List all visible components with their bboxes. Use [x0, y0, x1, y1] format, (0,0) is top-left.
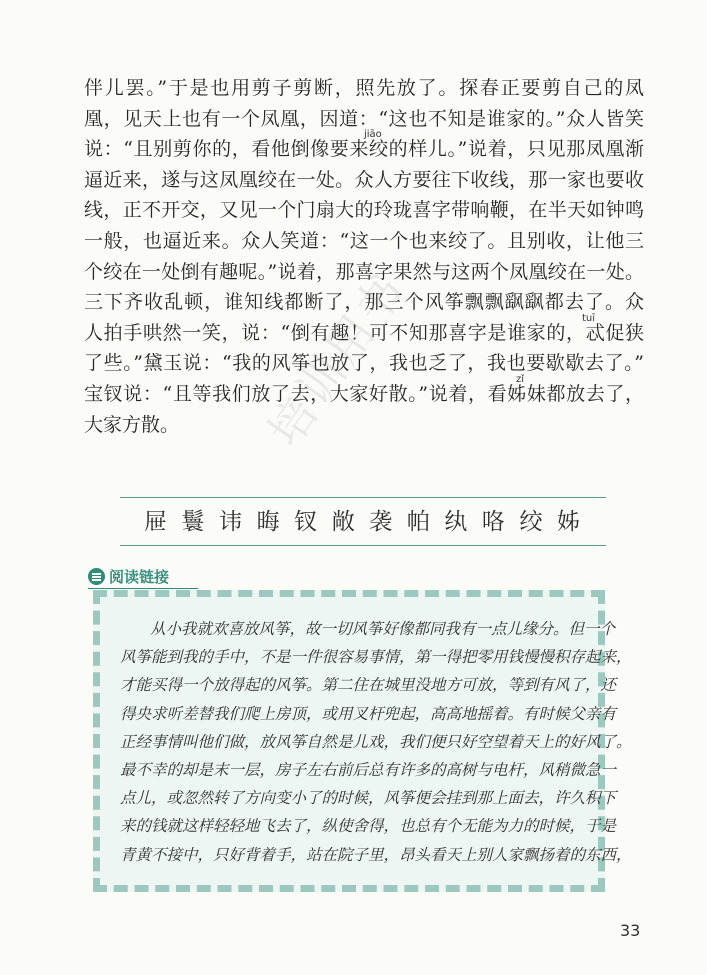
- reading-line: 点儿，或忽然转了方向变小了的时候，风筝便会挂到那上面去，许久积下: [120, 789, 617, 808]
- reading-link-box: [93, 590, 632, 892]
- pinyin-annotation: zǐ: [516, 373, 525, 385]
- watermark: 培训用书: [257, 261, 417, 457]
- page-number: 33: [620, 921, 641, 940]
- book-icon: [88, 568, 105, 585]
- text-line-content: 说：“且别剪你的，看他倒像要来绞的样儿。”说着，只见那凤凰渐: [84, 138, 644, 161]
- text-line: 大家方散。: [84, 413, 180, 436]
- text-line: [84, 129, 644, 165]
- text-line: 三下齐收乱顿，谁知线都断了，那三个风筝飘飘飖飖都去了。众: [84, 291, 644, 314]
- reading-line: 最不幸的却是末一层，房子左右前后总有许多的高树与电杆，风稍微急一: [120, 760, 617, 779]
- text-line: 线，正不开交，又见一个门扇大的玲珑喜字带响鞭，在半天如钟鸣: [84, 199, 644, 222]
- reading-line: 青黄不接中，只好背着手，站在院子里，昂头看天上别人家飘扬着的东西，: [120, 845, 632, 864]
- reading-link-underline: [88, 588, 198, 589]
- pinyin-annotation: jiāo: [364, 129, 382, 141]
- reading-line: 风筝能到我的手中，不是一件很容易事情，第一得把零用钱慢慢积存起来，: [120, 648, 632, 667]
- text-line: 凰，见天上也有一个凤凰，因道：“这也不知是谁家的。”众人皆笑: [84, 107, 644, 130]
- reading-link-text: [120, 615, 632, 869]
- banner-rule-bottom: [120, 545, 606, 546]
- text-line: [84, 373, 644, 410]
- reading-line: 从小我就欢喜放风筝，故一切风筝好像都同我有一点儿缘分。但一个: [150, 620, 616, 638]
- reading-link-label: 阅读链接: [109, 568, 170, 586]
- text-line: 逼近来，遂与这凤凰绞在一处。众人方要往下收线，那一家也要收: [84, 168, 644, 191]
- reading-line: 正经事情叫他们做，放风筝自然是儿戏，我们便只好空望着天上的好风了。: [120, 732, 632, 751]
- text-line: 个绞在一处倒有趣呢。”说着，那喜字果然与这两个凤凰绞在一处。: [84, 260, 644, 283]
- vocabulary-banner: [120, 496, 606, 548]
- banner-rule-top: [120, 497, 606, 498]
- reading-link-header: [88, 567, 608, 589]
- reading-line: 来的钱就这样轻轻地飞去了，纵使舍得，也总有个无能为力的时候，于是: [120, 817, 617, 836]
- text-line: 了些。”黛玉说：“我的风筝也放了，我也乏了，我也要歇歇去了。”: [84, 352, 644, 375]
- reading-line: 才能买得一个放得起的风筝。第二住在城里没地方可放，等到有风了，还: [120, 676, 617, 695]
- text-line: 伴儿罢。”于是也用剪子剪断，照先放了。探春正要剪自己的凤: [84, 77, 644, 99]
- pinyin-annotation: tuī: [582, 312, 596, 324]
- reading-line: 得央求听差替我们爬上房顶，或用叉杆兜起，高高地摇着。有时候父亲有: [120, 704, 617, 723]
- text-line: 一般，也逼近来。众人笑道：“这一个也来绞了。且别收，让他三: [84, 229, 644, 252]
- text-line-content: 宝钗说：“且等我们放了去，大家好散。”说着，看姊妹都放去了，: [84, 382, 644, 405]
- vocabulary-characters: 屉鬟讳晦钗敞袭帕纨咯绞姊: [144, 509, 582, 535]
- text-line-content: 人拍手哄然一笑，说：“倒有趣！可不知那喜字是谁家的，忒促狭: [84, 321, 644, 344]
